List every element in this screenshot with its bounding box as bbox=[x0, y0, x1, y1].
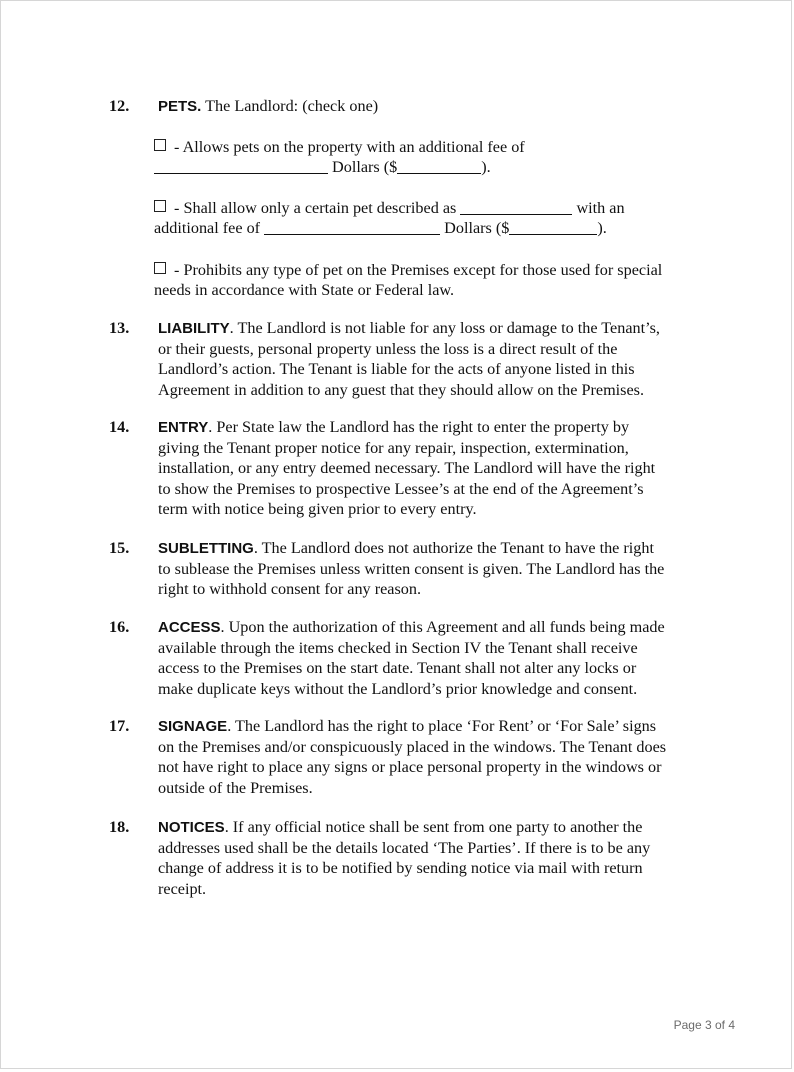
pets-option-prohibit: - Prohibits any type of pet on the Premises except for those used for special needs in accordance with State or Federal law. bbox=[154, 261, 663, 300]
pets-option-certain: - Shall allow only a certain pet described as with an additional fee of Dollars ($ ). bbox=[154, 199, 625, 238]
section-number: 17. bbox=[109, 717, 130, 735]
section-heading: NOTICES bbox=[158, 819, 225, 836]
section-number: 12. bbox=[109, 97, 130, 115]
section-number: 13. bbox=[109, 319, 130, 337]
section-heading: LIABILITY bbox=[158, 320, 230, 337]
section-number: 15. bbox=[109, 539, 130, 557]
section-heading: SIGNAGE bbox=[158, 718, 228, 735]
section-intro: The Landlord: (check one) bbox=[201, 97, 379, 115]
section-heading: ACCESS bbox=[158, 619, 221, 636]
checkbox-allow-pets[interactable] bbox=[154, 139, 166, 151]
document-page: 12. PETS. The Landlord: (check one) - Allows pets on the property with an additional fee of Dollars ($ ). - Shall allow only a certain pet described as with an additional fee of Dollars ($ ). - Prohibits any type of pet on the Premises except for those used for special needs in accordance with State or Federal law. 13. LIABILITY. The Landlord is not liable for any loss or damage to the Tenant’s, or their guests, personal property unless the loss is a direct result of the Landlord’s action. The Tenant is liable for the acts of anyone listed in this Agreement in addition to any guest that they should allow on the Premises. 14. ENTRY. Per State law the Landlord has the right to enter the property by giving the Tenant proper notice for any repair, inspection, extermination, installation, or any entry deemed necessary. The Landlord will have the right to show the Premises to prospective Lessee’s at the end of the Agreement’s term with notice being given prior to every entry. 15. SUBLETTING. The Landlord does not authorize the Tenant to have the right to sublease the Premises unless written consent is given. The Landlord has the right to withhold consent for any reason. 16. ACCESS. Upon the authorization of this Agreement and all funds being made available through the items checked in Section IV the Tenant shall receive access to the Premises on the start date. Tenant shall not alter any locks or make duplicate keys without the Landlord’s prior knowledge and consent. 17. SIGNAGE. The Landlord has the right to place ‘For Rent’ or ‘For Sale’ signs on the Premises and/or conspicuously placed in the windows. The Tenant does not have right to place any signs or place personal property in the windows or outside of the Premises. 18. NOTICES. If any official notice shall be sent from one party to another the addresses used shall be the details located ‘The Parties’. If there is to be any change of address it is to be notified by sending notice via mail with return receipt. Page 3 of 4 bbox=[0, 0, 792, 1069]
section-heading: SUBLETTING bbox=[158, 540, 254, 557]
page-number: Page 3 of 4 bbox=[673, 1018, 735, 1032]
section-text bbox=[158, 96, 718, 117]
checkbox-prohibit-pets[interactable] bbox=[154, 262, 166, 274]
checkbox-certain-pet[interactable] bbox=[154, 200, 166, 212]
fee-words-blank[interactable] bbox=[154, 158, 328, 174]
pets-option-allow: - Allows pets on the property with an additional fee of Dollars ($ ). bbox=[154, 137, 714, 177]
section-heading: ENTRY bbox=[158, 419, 209, 436]
certain-fee-amount-blank[interactable] bbox=[509, 219, 597, 235]
certain-fee-words-blank[interactable] bbox=[264, 219, 440, 235]
section-number: 14. bbox=[109, 418, 130, 436]
section-number: 16. bbox=[109, 618, 130, 636]
section-number: 18. bbox=[109, 818, 130, 836]
pet-description-blank[interactable] bbox=[460, 199, 572, 215]
fee-amount-blank[interactable] bbox=[397, 158, 481, 174]
section-heading: PETS. bbox=[158, 98, 202, 115]
